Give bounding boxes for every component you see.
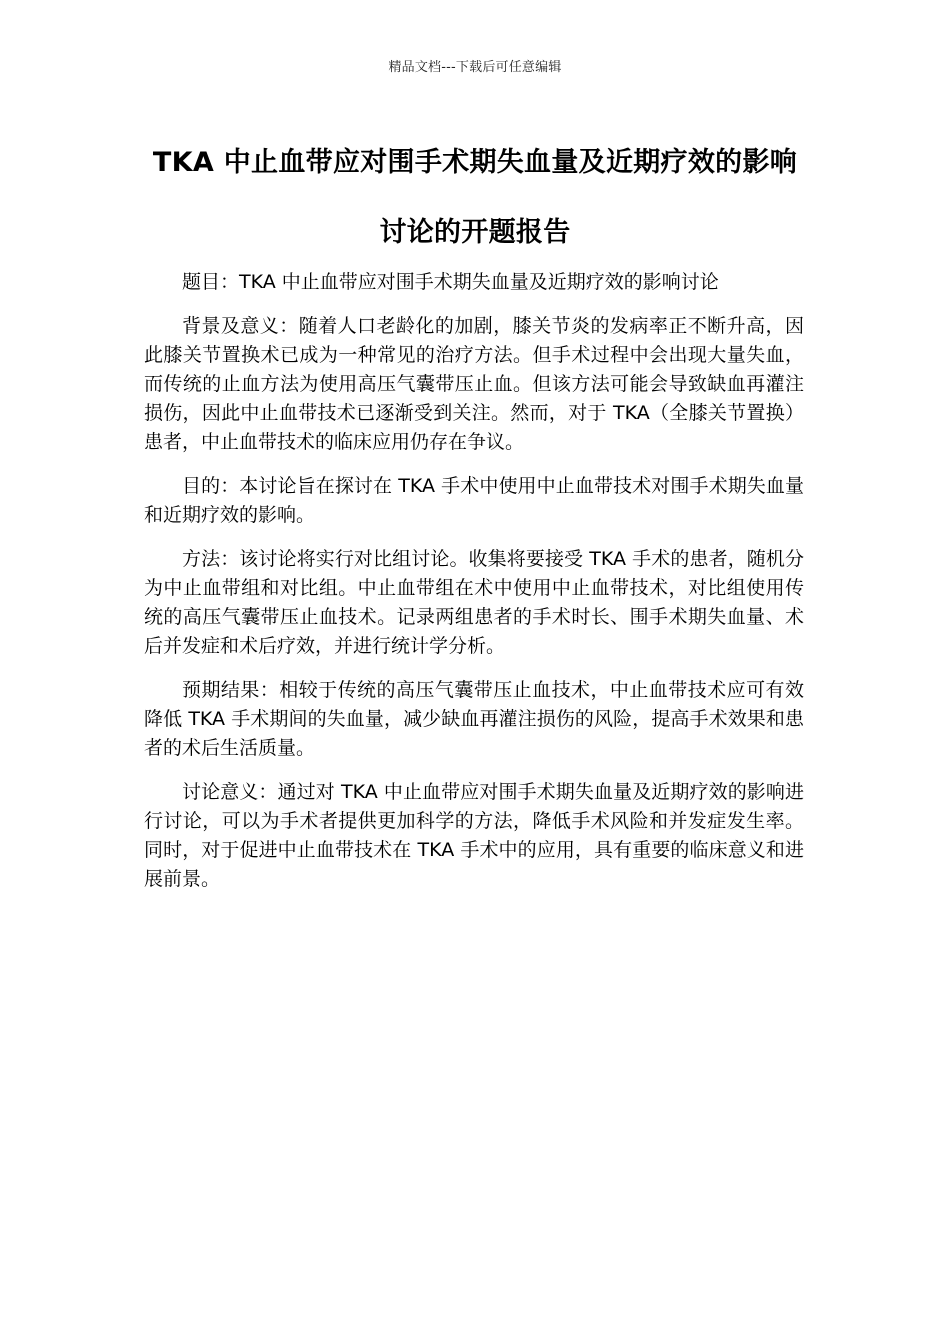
paragraph-expected-results: 预期结果：相较于传统的高压气囊带压止血技术，中止血带技术应可有效降低 TKA 手术期间的失血量，减少缺血再灌注损伤的风险，提高手术效果和患者的术后生活质量。 [144,679,804,759]
header-note: 精品文档---下载后可任意编辑 [388,60,562,75]
paragraph-method: 方法：该讨论将实行对比组讨论。收集将要接受 TKA 手术的患者，随机分为中止血带组和对比组。中止血带组在术中使用中止血带技术，对比组使用传统的高压气囊带压止血技术。记录两组患者的手术时长、围手术期失血量、术后并发症和术后疗效，并进行统计学分析。 [144,548,804,657]
paragraph-objective: 目的：本讨论旨在探讨在 TKA 手术中使用中止血带技术对围手术期失血量和近期疗效的影响。 [144,475,804,526]
paragraph-topic: 题目：TKA 中止血带应对围手术期失血量及近期疗效的影响讨论 [182,271,719,293]
document-body [144,268,804,909]
paragraph-background: 背景及意义：随着人口老龄化的加剧，膝关节炎的发病率正不断升高，因此膝关节置换术已成为一种常见的治疗方法。但手术过程中会出现大量失血，而传统的止血方法为使用高压气囊带压止血。但该方法可能会导致缺血再灌注损伤，因此中止血带技术已逐渐受到关注。然而，对于 TKA（全膝关节置换）患者，中止血带技术的临床应用仍存在争议。 [144,315,804,453]
paragraph-significance: 讨论意义：通过对 TKA 中止血带应对围手术期失血量及近期疗效的影响进行讨论，可以为手术者提供更加科学的方法，降低手术风险和并发症发生率。同时，对于促进中止血带技术在 TKA 手术中的应用，具有重要的临床意义和进展前景。 [144,781,804,890]
document-title: TKA 中止血带应对围手术期失血量及近期疗效的影响讨论的开题报告 [152,147,798,248]
